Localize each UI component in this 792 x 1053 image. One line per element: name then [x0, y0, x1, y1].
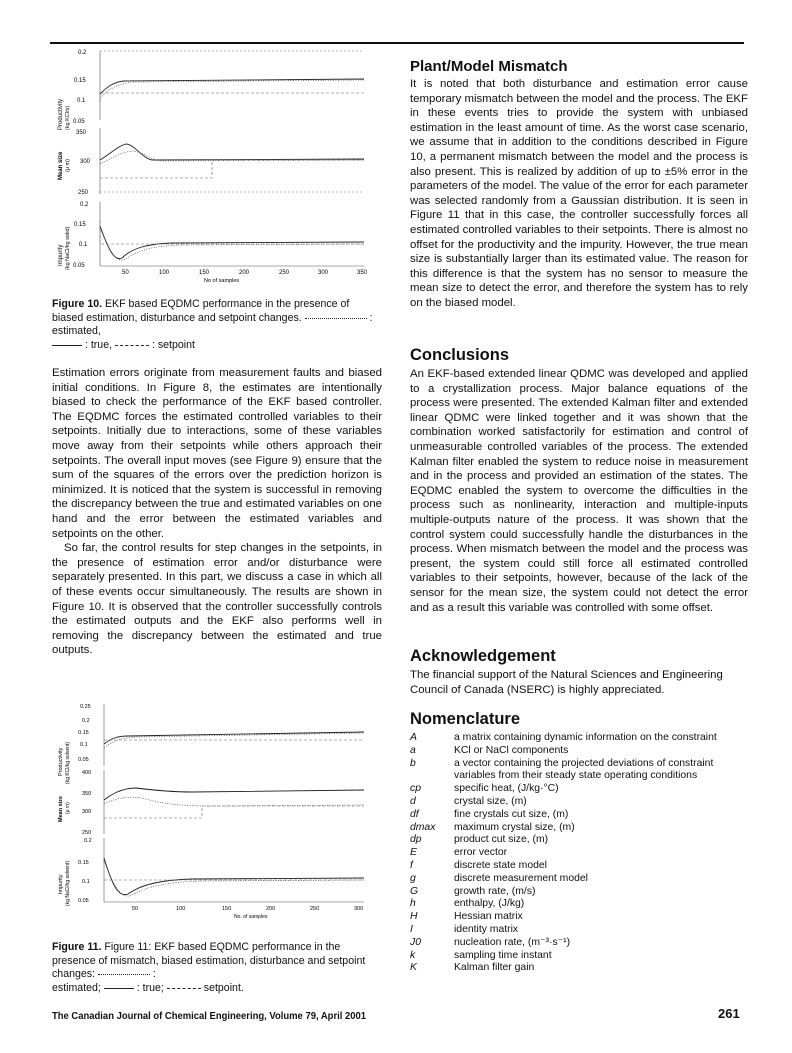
nomenclature-description: a vector containing the projected deviations of constraint variables from their steady state operating conditions: [454, 757, 714, 782]
fig10-xtick: 150: [199, 270, 210, 276]
nomenclature-item: [410, 809, 750, 822]
nomenclature-item: [410, 886, 750, 899]
fig10-xtick: 100: [159, 270, 170, 276]
nomenclature-symbol: I: [410, 923, 413, 935]
fig11-xtick: 150: [222, 906, 232, 912]
fig10-p1-true: [100, 79, 364, 94]
nomenclature-symbol: A: [410, 732, 417, 743]
nomenclature-description: nucleation rate, (m⁻³·s⁻¹): [454, 936, 571, 948]
nomenclature-symbol: H: [410, 911, 418, 923]
nomenclature-description: discrete state model: [454, 859, 547, 871]
nomenclature-description: identity matrix: [454, 923, 519, 935]
fig11-xtick: 50: [132, 906, 139, 912]
fig11-p3-tick: 0.15: [78, 860, 89, 866]
fig11-p1-tick: 0.1: [80, 742, 88, 748]
fig11-p3-tick: 0.05: [78, 898, 89, 904]
nomenclature-symbol: b: [410, 757, 416, 769]
nomenclature-description: Kalman filter gain: [454, 962, 535, 974]
fig10-p1-tick: 0.2: [78, 50, 87, 56]
fig10-p1-ylabel2: (kg KCl/s): [65, 105, 71, 130]
fig10-p3-ylabel2: (kg NaCl/kg solid): [65, 226, 71, 270]
fig10-p2-tick: 250: [78, 190, 89, 196]
fig11-xtick: 250: [310, 906, 320, 912]
fig10-p2-ylabel2: (μ m): [65, 159, 71, 172]
fig10-p1-tick: 0.15: [74, 78, 86, 84]
nomenclature-symbol: g: [410, 872, 416, 884]
figure-11: [52, 700, 382, 930]
fig11-xlabel: No. of samples: [234, 914, 268, 920]
fig11-p1-true: [104, 732, 364, 744]
nomenclature-description: fine crystals cut size, (m): [454, 808, 569, 820]
nomenclature-item: [410, 873, 750, 886]
nomenclature-heading: Nomenclature: [410, 710, 521, 728]
fig10-p3-tick: 0.15: [74, 222, 86, 228]
fig11-p2-tick: 300: [82, 809, 92, 815]
figure-10: [52, 48, 382, 288]
footer-journal: The Canadian Journal of Chemical Engineering, Volume 79, April 2001: [52, 1010, 367, 1022]
nomenclature-description: crystal size, (m): [454, 795, 527, 807]
acknowledgement-heading: Acknowledgement: [410, 647, 556, 665]
nomenclature-item: [410, 834, 750, 847]
left-paragraph: Estimation errors originate from measurement faults and biased initial conditions. In Figure 8, the estimates are intentionally biased to check the performance of the EKF based controller. The EQDMC forces the estimated controlled variables to their setpoints. Initially due to interactions, some of these variables move away from their setpoints while others approach their setpoints. The overall input moves (see Figure 9) ensure that the sum of the squares of the errors over the prediction horizon is minimized. It is noticed that the system is successful in removing the discrepancy between the true and estimated variables on one hand and the error between the estimated variables and setpoints on the other.: [52, 367, 382, 540]
mismatch-paragraph: It is noted that both disturbance and estimation error cause temporary mismatch between the model and the process. The EKF in these events tries to provide the system with unbiased estimation in the least amount of time. As the worst case scenario, we assume that in addition to the conditions described in Figure 10, a permanent mismatch between the model and the process is also present. This is realized by addition of up to ±5% error in the parameters of the model. The value of the error for each parameter was selected randomly from a Gaussian distribution. It is seen in Figure 11 that in this case, the controller successfully forces all estimated controlled variables to their setpoints. There is almost no offset for the productivity and the impurity. However, the true mean size is substantially larger than its estimated value. The reason for this difference is that the system has no sensor to measure the mean size to detect the error, and therefore the system has to rely on the biased model.: [410, 78, 748, 309]
nomenclature-symbol: cp: [410, 783, 421, 795]
acknowledgement-section: [410, 647, 748, 697]
conclusions-heading: Conclusions: [410, 346, 510, 364]
fig10-p3-setpoint: [100, 220, 364, 244]
conclusions-section: [410, 346, 748, 615]
nomenclature-description: specific heat, (J/kg·°C): [454, 783, 559, 795]
nomenclature-symbol: a: [410, 744, 416, 756]
nomenclature-description: sampling time instant: [454, 949, 552, 961]
fig11-xtick: 100: [176, 906, 186, 912]
nomenclature-item: [410, 745, 750, 758]
fig11-panel-impurity: [58, 838, 364, 920]
fig11-p3-tick: 0.1: [82, 879, 90, 885]
fig11-p3-ylabel2: (kg NaCl/kg solvent): [65, 860, 71, 906]
conclusions-paragraph: An EKF-based extended linear QDMC was developed and applied to a crystallization process. Major balance equations of the process were presented. The extended Kalman filter and extended linear QDMC were linked together and it was shown that the combination worked satisfactorily for estimation and control of unmeasurable controlled variables of the process. The extended Kalman filter enabled the system to reduce noise in measurement and in the process and provided an estimation of the states. The EQDMC enabled the system to overcome the difficulties in the process such as nonlinearity, interaction and multiple-inputs multiple-outputs nature of the process. It was shown that the control system could successfully handle the disturbances in the process. When mismatch between the model and the process was present, the system could still force all estimated controlled variables to their setpoints, however, because of the lack of the sensor for the mean size, the system could not detect the error and as a result this variable was controlled with some offset.: [410, 368, 748, 614]
nomenclature-symbol: k: [410, 949, 416, 961]
fig10-p3-true: [100, 226, 364, 259]
fig10-panel-productivity: [58, 50, 364, 130]
fig11-p1-tick: 0.25: [80, 704, 91, 710]
nomenclature-symbol: K: [410, 962, 417, 974]
nomenclature-description: error vector: [454, 847, 508, 859]
nomenclature-item: [410, 937, 750, 950]
fig10-p1-ylabel1: Productivity: [58, 98, 64, 130]
fig10-p1-est: [100, 80, 364, 98]
nomenclature-item: [410, 847, 750, 860]
nomenclature-description: a matrix containing dynamic information on the constraint: [454, 732, 717, 743]
left-paragraph: So far, the control results for step changes in the setpoints, in the presence of estimation error and/or disturbance were separately presented. In this part, we discuss a case in which all of these events occur simultaneously. The results are shown in Figure 10. It is observed that the controller successfully controls the estimated outputs and the EKF also performs well in removing the discrepancy between the estimated and true outputs.: [52, 542, 382, 657]
fig11-p2-est: [104, 797, 364, 806]
nomenclature-item: [410, 796, 750, 809]
left-body-text: [52, 366, 382, 658]
fig11-p2-ylabel2: (μ m): [65, 802, 71, 814]
fig10-p2-ylabel1: Mean size: [58, 151, 64, 180]
nomenclature-item: [410, 911, 750, 924]
fig10-p1-tick: 0.05: [73, 119, 85, 125]
fig10-xtick: 50: [122, 270, 129, 276]
fig10-p1-setpoint: [100, 93, 364, 102]
nomenclature-item: [410, 898, 750, 911]
fig11-p2-ylabel1: Mean size: [58, 796, 64, 822]
fig11-p2-tick: 250: [82, 830, 92, 836]
nomenclature-item: [410, 822, 750, 835]
fig10-xlabel: No of samples: [204, 278, 240, 284]
fig11-p2-setpoint: [104, 806, 364, 818]
fig11-xtick: 300: [354, 906, 364, 912]
nomenclature-symbol: dp: [410, 834, 422, 846]
nomenclature-symbol: df: [410, 808, 419, 820]
nomenclature-symbol: dmax: [410, 821, 436, 833]
mismatch-heading: Plant/Model Mismatch: [410, 58, 568, 75]
nomenclature-symbol: f: [410, 859, 413, 871]
fig11-p1-ylabel2: (kg KCl/kg solvent): [65, 742, 71, 784]
mismatch-section: [410, 58, 748, 311]
fig10-p2-tick: 300: [80, 159, 91, 165]
nomenclature-symbol: h: [410, 898, 416, 910]
fig10-xtick: 300: [318, 270, 329, 276]
fig10-p2-true: [100, 144, 364, 160]
fig10-p2-setpoint: [100, 160, 364, 178]
nomenclature-item: [410, 758, 750, 784]
nomenclature-description: KCl or NaCl components: [454, 744, 569, 756]
fig10-xtick: 200: [239, 270, 250, 276]
fig11-p1-tick: 0.15: [78, 730, 89, 736]
figure-10-caption: Figure 10. EKF based EQDMC performance in the presence of biased estimation, disturbance and setpoint changes. : estimated, : true, : setpoint: [52, 298, 373, 351]
fig11-p1-ylabel1: Productivity: [58, 747, 64, 776]
nomenclature-description: enthalpy, (J/kg): [454, 898, 525, 910]
nomenclature-item: [410, 860, 750, 873]
header-rule: [50, 42, 744, 44]
nomenclature-symbol: E: [410, 847, 417, 859]
fig10-p3-tick: 0.05: [73, 263, 85, 269]
fig11-p1-est: [104, 733, 364, 748]
figure-11-caption: Figure 11. Figure 11: EKF based EQDMC performance in the presence of mismatch, biased estimation, disturbance and setpoint changes: : estimated; : true; setpoint.: [52, 941, 366, 994]
fig10-p3-ylabel1: Impurity: [58, 244, 64, 266]
nomenclature-symbol: J0: [410, 936, 421, 948]
nomenclature-description: growth rate, (m/s): [454, 885, 536, 897]
nomenclature-item: [410, 962, 750, 975]
fig10-p2-est: [100, 151, 364, 164]
nomenclature-description: discrete measurement model: [454, 872, 588, 884]
nomenclature-symbol: G: [410, 885, 419, 897]
fig11-p3-tick: 0.2: [84, 838, 92, 844]
nomenclature-description: maximum crystal size, (m): [454, 821, 575, 833]
nomenclature-item: [410, 924, 750, 937]
nomenclature-item: [410, 783, 750, 796]
fig10-p3-tick: 0.2: [80, 202, 89, 208]
fig10-panel-meansize: [58, 128, 364, 196]
fig10-xtick: 250: [279, 270, 290, 276]
fig11-panel-meansize: [58, 770, 364, 836]
fig11-p3-true: [104, 858, 364, 895]
nomenclature-description: Hessian matrix: [454, 911, 523, 923]
fig11-p1-tick: 0.05: [78, 757, 89, 763]
fig10-p1-tick: 0.1: [77, 98, 86, 104]
fig11-p2-tick: 350: [82, 791, 92, 797]
fig10-xtick: 350: [357, 270, 368, 276]
fig10-p2-tick: 350: [76, 130, 87, 136]
nomenclature-list: [410, 732, 750, 975]
nomenclature-symbol: d: [410, 795, 416, 807]
nomenclature-item: [410, 732, 750, 745]
nomenclature-item: [410, 950, 750, 963]
page-number: 261: [718, 1006, 740, 1021]
acknowledgement-paragraph: The financial support of the Natural Sciences and Engineering Council of Canada (NSERC) is highly appreciated.: [410, 669, 723, 696]
fig10-panel-impurity: [58, 202, 368, 284]
fig11-p3-ylabel1: Impurity: [58, 874, 64, 894]
fig11-p1-tick: 0.2: [82, 718, 90, 724]
fig10-p3-tick: 0.1: [79, 242, 88, 248]
fig11-xtick: 200: [266, 906, 276, 912]
nomenclature-description: product cut size, (m): [454, 834, 549, 846]
fig11-p2-tick: 400: [82, 770, 92, 776]
